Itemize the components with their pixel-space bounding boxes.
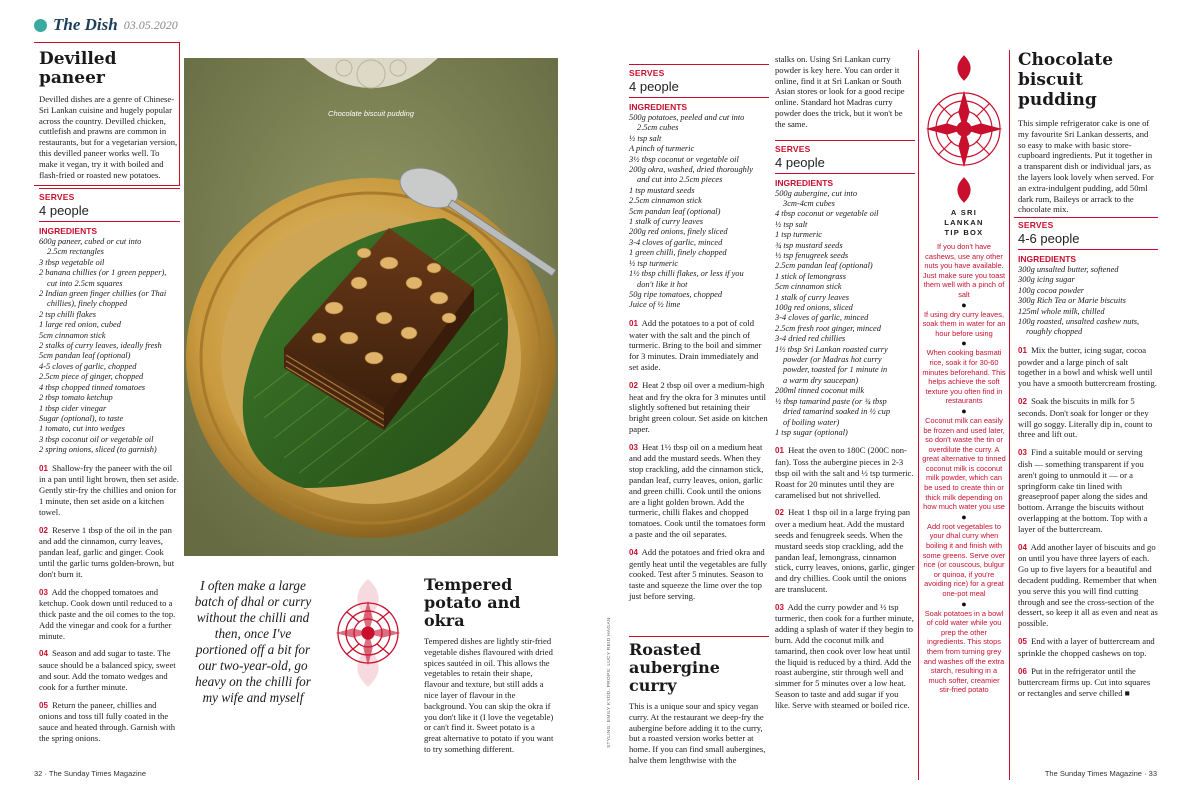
pull-quote-text: I often make a large batch of dhal or curry without the chilli and then, once I've portioned off a bit for our two-year-old, go heavy on the chilli for my wife and myself	[194, 578, 312, 705]
ingredient-line: ¾ tsp mustard seeds	[775, 240, 843, 250]
ingredient-line: Sugar (optional), to taste	[39, 413, 124, 423]
bullet-dot-icon: ●	[961, 598, 967, 609]
ingredient-line: ½ tbsp tamarind paste (or ¾ tbsp	[775, 396, 887, 406]
pudding-serves-label: SERVES	[1018, 220, 1054, 230]
step-number: 03	[629, 442, 638, 452]
step-number: 03	[1018, 448, 1027, 458]
aubergine-step	[775, 602, 915, 711]
ingredient-line: 3 tbsp vegetable oil	[39, 257, 105, 267]
ingredient-line: 100g cocoa powder	[1018, 285, 1085, 295]
bullet-dot-icon: ●	[961, 299, 967, 310]
ingredient-line: chillies), finely chopped	[47, 299, 128, 309]
ingredient-line: ½ tsp fenugreek seeds	[775, 251, 849, 261]
ingredient-line: 4 tbsp coconut or vegetable oil	[775, 209, 879, 219]
step-number: 05	[1018, 636, 1027, 646]
tip-item: Add root vegetables to your dhal curry when boiling it and finish with some greens. Serve over rice (or couscous, bulgur or quinoa, if you're avoiding rice) for a great one-pot meal	[922, 521, 1006, 598]
step-number: 01	[1018, 345, 1027, 355]
ingredient-line: 125ml whole milk, chilled	[1018, 306, 1105, 316]
okra-ingredients	[629, 113, 769, 311]
step-text: Reserve 1 tbsp of the oil in the pan and add the cinnamon, curry leaves, pandan leaf, garlic and ginger. Cook until the garlic turns golden-brown, but don't burn it.	[39, 524, 175, 579]
ingredient-line: 5cm cinnamon stick	[39, 330, 106, 340]
ingredient-line: 50g ripe tomatoes, chopped	[629, 289, 723, 299]
step-number: 03	[39, 587, 48, 597]
paneer-serves: 4 people	[39, 203, 89, 218]
ingredient-line: 1½ tbsp chilli flakes, or less if you	[629, 269, 744, 279]
step-text: End with a layer of buttercream and sprinkle the chopped cashews on top.	[1018, 635, 1155, 658]
paneer-step	[39, 700, 180, 744]
step-number: 02	[775, 508, 784, 518]
ingredient-line: 5cm pandan leaf (optional)	[629, 206, 721, 216]
step-number: 01	[629, 318, 638, 328]
okra-step	[629, 547, 769, 602]
ingredient-line: 4 tbsp chopped tinned tomatoes	[39, 382, 146, 392]
ingredient-line: 1½ tbsp Sri Lankan roasted curry	[775, 344, 888, 354]
ingredient-line: 1 green chilli, finely chopped	[629, 248, 727, 258]
step-text: Mix the butter, icing sugar, cocoa powder and a large pinch of salt together in a bowl and whisk well until you have a smooth buttercream frosting.	[1018, 344, 1157, 389]
pudding-step	[1018, 447, 1158, 534]
ingredient-line: 4-5 cloves of garlic, chopped	[39, 361, 137, 371]
paneer-intro-box	[34, 42, 180, 186]
ingredient-line: 2.5cm pandan leaf (optional)	[775, 261, 873, 271]
step-number: 02	[629, 380, 638, 390]
step-text: Put in the refrigerator until the buttercream firms up. Cut into squares or rectangles and serve chilled ■	[1018, 665, 1151, 699]
aubergine-step	[775, 507, 915, 594]
bullet-dot-icon: ●	[961, 338, 967, 349]
step-text: Heat 1½ tbsp oil on a medium heat and add the mustard seeds. When they stop crackling, add the cinnamon stick, pandan leaf, curry leaves, onion, garlic and green chilli. Cook until the onions are a light golden brown. Add the turmeric, chilli flakes and chopped tomatoes. Cook until the tomatoes form a paste and the oil separates.	[629, 441, 766, 540]
ingredient-line: 500g potatoes, peeled and cut into	[629, 113, 745, 122]
ingredient-line: 2 Indian green finger chillies (or Thai	[39, 289, 167, 299]
step-text: Heat 2 tbsp oil over a medium-high heat and fry the okra for 3 minutes until slightly softened but retaining their bright green colour. Set aside on kitchen paper.	[629, 379, 768, 434]
ingredient-line: powder (or Madras hot curry	[783, 355, 882, 365]
paneer-intro: Devilled dishes are a genre of Chinese-Sri Lankan cuisine and hugely popular across the country. Devilled chicken, cuttlefish and prawns are common in restaurants, but for a vegetarian version, this devilled paneer works well. To make it vegan, try it with boiled and flash-fried or roasted new potatoes.	[39, 94, 178, 180]
ingredient-line: 2.5cm piece of ginger, chopped	[39, 372, 144, 382]
ingredient-line: 3-4 dried red chillies	[775, 334, 846, 344]
step-number: 04	[39, 649, 48, 659]
step-text: Season and add sugar to taste. The sauce should be a balanced spicy, sweet and sour. Add the tomato wedges and cook for a further minute.	[39, 648, 176, 692]
ingredient-line: 300g Rich Tea or Marie biscuits	[1018, 296, 1126, 306]
ingredient-line: 1 tsp turmeric	[775, 230, 822, 240]
ingredient-line: ½ tsp salt	[629, 133, 662, 143]
tip-box	[918, 50, 1010, 780]
tip-list	[922, 242, 1006, 695]
ingredient-line: 3½ tbsp coconut or vegetable oil	[629, 154, 739, 164]
okra-recipe	[629, 64, 769, 602]
paneer-recipe	[34, 188, 180, 744]
issue-date: 03.05.2020	[123, 17, 178, 32]
folio-left: 32 · The Sunday Times Magazine	[34, 769, 147, 778]
ingredient-line: 200ml tinned coconut milk	[775, 386, 865, 396]
step-number: 01	[775, 446, 784, 456]
ingredient-line: 5cm cinnamon stick	[775, 282, 842, 292]
tip-item: If using dry curry leaves, soak them in water for an hour before using	[922, 309, 1006, 338]
paneer-serves-label: SERVES	[39, 192, 75, 202]
step-text: Add the curry powder and ½ tsp turmeric, then cook for a further minute, adding a splash of water if they begin to burn. Add the coconut milk and tamarind, then cook over low heat until the liquid is reduced by a third. Add the roast aubergine, stir through well and simmer for 5 minutes over a low heat. Season to taste and add sugar if you like. Serve with steamed or boiled rice.	[775, 601, 914, 710]
ingredient-line: 3cm-4cm cubes	[783, 198, 835, 208]
step-text: Heat the oven to 180C (200C non-fan). Toss the aubergine pieces in 2-3 tbsp oil with the salt and ½ tsp turmeric. Roast for 20 minutes until they are caramelised but not shrivelled.	[775, 445, 914, 500]
pudding-step	[1018, 345, 1158, 389]
ingredient-line: 200g red onions, finely sliced	[629, 227, 728, 237]
ingredient-line: 2 tbsp tomato ketchup	[39, 393, 113, 403]
paneer-step	[39, 587, 180, 642]
aubergine-title: Roasted aubergine curry	[629, 640, 720, 695]
step-text: Heat 1 tbsp oil in a large frying pan over a medium heat. Add the mustard seeds and fenugreek seeds. When the mustard seeds stop crackling, add the pandan leaf, lemongrass, cinnamon stick, curry leaves, onions, garlic, ginger and dry chillies. Cook until the onions are translucent.	[775, 507, 915, 594]
aubergine-ingredients	[775, 189, 915, 439]
folio-right: The Sunday Times Magazine · 33	[1044, 769, 1157, 778]
paneer-title: Devilled paneer	[39, 49, 117, 88]
okra-intro: Tempered dishes are lightly stir-fried vegetable dishes flavoured with dried spices sautéed in oil. This allows the vegetables to retain their shape, flavour and texture, but still adds a nice layer of flavour in the background. You can skip the okra if you don't like it (I love the vegetable) or can't find it. Sweet potato is a great alternative to potato if you want to try something different.	[424, 636, 554, 754]
aubergine-step	[775, 445, 915, 500]
ingredient-line: of boiling water)	[783, 417, 840, 427]
ingredient-line: 1 stalk of curry leaves	[629, 217, 703, 227]
okra-serves-label: SERVES	[629, 68, 665, 78]
aubergine-intro: This is a unique sour and spicy vegan curry. At the restaurant we deep-fry the aubergine before adding it to the curry, but a roasted version works better at home. If you can find small aubergines, halve them lengthwise with the	[629, 701, 766, 765]
pull-quote	[188, 578, 318, 706]
ingredient-line: 1 tsp mustard seeds	[629, 185, 695, 195]
ingredient-line: 100g roasted, unsalted cashew nuts,	[1018, 317, 1140, 327]
step-text: Shallow-fry the paneer with the oil in a pan until light brown, then set aside. Gently stir-fry the chillies and onion for 1 minute, then set aside on a kitchen towel.	[39, 462, 179, 517]
mandala-tipbox-icon	[922, 54, 1006, 204]
ingredient-line: ½ tsp salt	[775, 219, 808, 229]
okra-serves: 4 people	[629, 79, 679, 94]
paneer-step	[39, 463, 180, 518]
ingredient-line: 100g red onions, sliced	[775, 303, 853, 313]
ingredient-line: 500g aubergine, cut into	[775, 188, 858, 198]
aubergine-ingredients-label: INGREDIENTS	[775, 177, 834, 188]
ingredient-line: 200g okra, washed, dried thoroughly	[629, 165, 753, 175]
step-text: Find a suitable mould or serving dish — something transparent if you aren't going to unmould it — or a springform cake tin lined with greaseproof paper along the sides and bottom. Arrange the biscuits without overlapping at the bottom. Top with a layer of the buttercream.	[1018, 447, 1148, 534]
ingredient-line: 2.5cm cinnamon stick	[629, 196, 702, 206]
section-title: The Dish	[53, 15, 118, 34]
step-text: Add the potatoes and fried okra and gently heat until the vegetables are fully cooked. Test after 5 minutes. Season to taste and squeeze the lime over the top just before serving.	[629, 546, 767, 602]
ingredient-line: dried tamarind soaked in ½ cup	[783, 407, 891, 417]
ingredient-line: don't like it hot	[637, 279, 688, 289]
step-number: 02	[1018, 397, 1027, 407]
mandala-ornament-icon	[328, 578, 408, 688]
ingredient-line: 300g unsalted butter, softened	[1018, 265, 1119, 274]
step-text: Soak the biscuits in milk for 5 seconds. Don't soak for longer or they will go soggy. Literally dip in, count to three and lift out.	[1018, 396, 1153, 440]
pudding-step	[1018, 666, 1158, 699]
pudding-step	[1018, 396, 1158, 440]
pudding-ingredients	[1018, 265, 1158, 338]
aubergine-intro-continued: stalks on. Using Sri Lankan curry powder is key here. You can order it online, find it at Sri Lankan or South Asian stores or look for a good recipe online. Standard hot Madras curry powder does the trick, but it won't be the same.	[775, 54, 905, 129]
ingredient-line: 1 tsp sugar (optional)	[775, 427, 848, 437]
ingredient-line: 2 tsp chilli flakes	[39, 309, 96, 319]
ingredient-line: ½ tsp turmeric	[629, 258, 679, 268]
ingredient-line: 600g paneer, cubed or cut into	[39, 237, 142, 246]
aubergine-serves-label: SERVES	[775, 143, 811, 154]
paneer-step	[39, 648, 180, 692]
ingredient-line: a warm dry saucepan)	[783, 375, 859, 385]
bullet-dot-icon: ●	[961, 511, 967, 522]
paneer-ingredients	[39, 237, 180, 456]
tip-item: If you don't have cashews, use any other nuts you have available. Just make sure you toast them well with a pinch of salt	[922, 242, 1006, 299]
ingredient-line: 3-4 cloves of garlic, minced	[775, 313, 869, 323]
photo-credit: STYLING: EMILY KYDD. PROPS: LUCY REID HAGAN	[607, 617, 612, 748]
photo-caption: Chocolate biscuit pudding	[328, 109, 414, 118]
aubergine-heading	[629, 636, 769, 766]
tip-box-title: A SRI LANKAN TIP BOX	[944, 208, 984, 237]
aubergine-recipe	[775, 54, 915, 711]
ingredient-line: 1 large red onion, cubed	[39, 320, 121, 330]
section-dot-icon	[34, 19, 47, 32]
ingredient-line: powder, toasted for 1 minute in	[783, 365, 888, 375]
ingredient-line: 2.5cm fresh root ginger, minced	[775, 323, 881, 333]
ingredient-line: 1 tbsp cider vinegar	[39, 403, 107, 413]
ingredient-line: 3-4 cloves of garlic, minced	[629, 237, 723, 247]
aubergine-serves: 4 people	[775, 154, 825, 170]
step-number: 02	[39, 525, 48, 535]
ingredient-line: 2.5cm rectangles	[47, 247, 104, 257]
ingredient-line: 3 tbsp coconut oil or vegetable oil	[39, 434, 154, 444]
ingredient-line: A pinch of turmeric	[629, 144, 695, 154]
ingredient-line: cut into 2.5cm squares	[47, 278, 123, 288]
pudding-title: Chocolate biscuit pudding	[1018, 50, 1114, 110]
step-number: 05	[39, 700, 48, 710]
ingredient-line: 1 stick of lemongrass	[775, 271, 846, 281]
step-number: 03	[775, 602, 784, 612]
paneer-ingredients-label: INGREDIENTS	[39, 226, 98, 236]
ingredient-line: 1 tomato, cut into wedges	[39, 424, 125, 434]
step-number: 01	[39, 463, 48, 473]
pudding-intro-box	[1014, 50, 1158, 218]
photo-illustration	[184, 58, 558, 556]
tip-item: Coconut milk can easily be frozen and used later, so don't waste the tin or overdilute the curry. A great alternative to tinned coconut milk is coconut milk powder, which can be used to create thin or thick milk depending on how much water you use	[922, 415, 1006, 512]
pudding-recipe	[1014, 220, 1158, 699]
ingredient-line: 2.5cm cubes	[637, 123, 679, 133]
section-header	[34, 14, 178, 36]
step-text: Add the chopped tomatoes and ketchup. Cook down until reduced to a thick paste and the oil comes to the top. Add the vinegar and cook for a further minute.	[39, 586, 176, 641]
okra-ingredients-label: INGREDIENTS	[629, 102, 688, 112]
tip-item: Soak potatoes in a bowl of cold water while you prep the other ingredients. This stops them from turning grey and washes off the extra starch, resulting in a much softer, creamier stir-fried potato	[923, 608, 1005, 695]
tip-item: When cooking basmati rice, soak it for 30-60 minutes beforehand. This helps achieve the soft texture you often find in restaurants	[922, 348, 1006, 406]
pudding-ingredients-label: INGREDIENTS	[1018, 254, 1077, 264]
ingredient-line: 2 stalks of curry leaves, ideally fresh	[39, 341, 162, 351]
step-number: 06	[1018, 666, 1027, 676]
ingredient-line: 300g icing sugar	[1018, 275, 1075, 285]
okra-step	[629, 380, 769, 435]
ingredient-line: and cut into 2.5cm pieces	[637, 175, 723, 185]
ingredient-line: 2 banana chillies (or 1 green pepper),	[39, 268, 167, 278]
pudding-step	[1018, 636, 1158, 659]
step-number: 04	[1018, 542, 1027, 552]
pudding-serves: 4-6 people	[1018, 231, 1080, 246]
bullet-dot-icon: ●	[961, 405, 967, 416]
pudding-intro: This simple refrigerator cake is one of my favourite Sri Lankan desserts, and so easy to make with basic store-cupboard ingredients. Put it together in a transparent dish or individual jars, as the layers look lovely when served. For an extra-indulgent pudding, add 50ml dark rum, Baileys or arrack to the chocolate mix.	[1018, 118, 1154, 215]
step-text: Return the paneer, chillies and onions and toss till fully coated in the sauce and heated through. Garnish with the spring onions.	[39, 699, 176, 744]
okra-title: Tempered potato and okra	[424, 575, 521, 630]
step-text: Add another layer of biscuits and go on until you have three layers of each. Go up to five layers for a beautiful and decadent pudding. Remember that when you serve this you will find cutting through and see the cross-section of the dessert, so keep it all as even and neat as possible.	[1018, 541, 1158, 629]
okra-step	[629, 442, 769, 540]
ingredient-line: 5cm pandan leaf (optional)	[39, 351, 131, 361]
pudding-step	[1018, 542, 1158, 629]
okra-step	[629, 318, 769, 373]
step-number: 04	[629, 547, 638, 557]
ingredient-line: roughly chopped	[1026, 327, 1083, 337]
ingredient-line: 2 spring onions, sliced (to garnish)	[39, 445, 157, 455]
paneer-step	[39, 525, 180, 580]
step-text: Add the potatoes to a pot of cold water with the salt and the pinch of turmeric. Bring to the boil and simmer for 3 minutes. Drain immediately and set aside.	[629, 317, 762, 372]
okra-section	[424, 576, 554, 755]
ingredient-line: Juice of ½ lime	[629, 300, 681, 310]
food-photo	[184, 58, 558, 556]
ingredient-line: 1 stalk of curry leaves	[775, 292, 849, 302]
